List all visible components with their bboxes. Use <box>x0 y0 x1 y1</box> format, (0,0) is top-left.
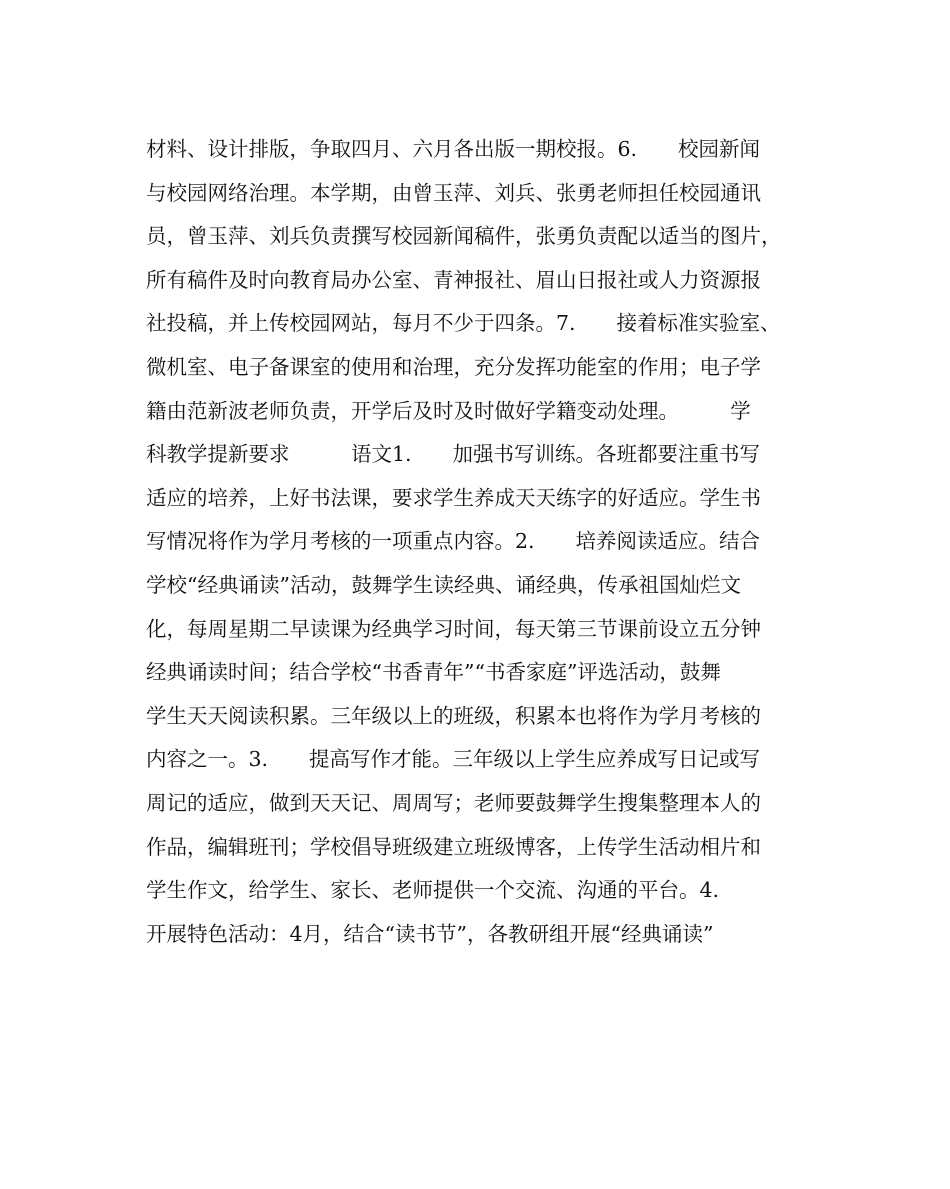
text-line: 化，每周星期二早读课为经典学习时间，每天第三节课前设立五分钟 <box>146 616 761 641</box>
text-line: 内容之一。3. 提高写作才能。三年级以上学生应养成写日记或写 <box>146 747 761 772</box>
text-line: 员，曾玉萍、刘兵负责撰写校园新闻稿件，张勇负责配以适当的图片， <box>146 224 782 249</box>
text-line: 微机室、电子备课室的使用和治理，充分发挥功能室的作用；电子学 <box>146 354 761 379</box>
text-line: 科教学提新要求 语文1. 加强书写训练。各班都要注重书写 <box>146 442 761 467</box>
text-line: 社投稿，并上传校园网站，每月不少于四条。7. 接着标准实验室、 <box>146 311 781 336</box>
text-line: 所有稿件及时向教育局办公室、青神报社、眉山日报社或人力资源报 <box>146 267 761 292</box>
text-line: 经典诵读时间；结合学校“书香青年”“书香家庭”评选活动，鼓舞 <box>146 660 721 685</box>
text-line: 开展特色活动：4月，结合“读书节”，各教研组开展“经典诵读” <box>146 921 714 946</box>
text-line: 周记的适应，做到天天记、周周写；老师要鼓舞学生搜集整理本人的 <box>146 790 761 815</box>
text-line: 学生天天阅读积累。三年级以上的班级，积累本也将作为学月考核的 <box>146 703 761 728</box>
text-line: 学生作文，给学生、家长、老师提供一个交流、沟通的平台。4. <box>146 878 720 903</box>
text-line: 作品，编辑班刊；学校倡导班级建立班级博客，上传学生活动相片和 <box>146 834 761 859</box>
document-body-text <box>146 128 826 956</box>
text-line: 学校“经典诵读”活动，鼓舞学生读经典、诵经典，传承祖国灿烂文 <box>146 572 741 597</box>
text-line: 材料、设计排版，争取四月、六月各出版一期校报。6. 校园新闻 <box>146 137 761 161</box>
text-line: 适应的培养，上好书法课，要求学生养成天天练字的好适应。学生书 <box>146 485 761 510</box>
text-line: 籍由范新波老师负责，开学后及时及时做好学籍变动处理。 学 <box>146 398 751 423</box>
text-line: 与校园网络治理。本学期，由曾玉萍、刘兵、张勇老师担任校园通讯 <box>146 180 761 205</box>
text-line: 写情况将作为学月考核的一项重点内容。2. 培养阅读适应。结合 <box>146 529 761 554</box>
